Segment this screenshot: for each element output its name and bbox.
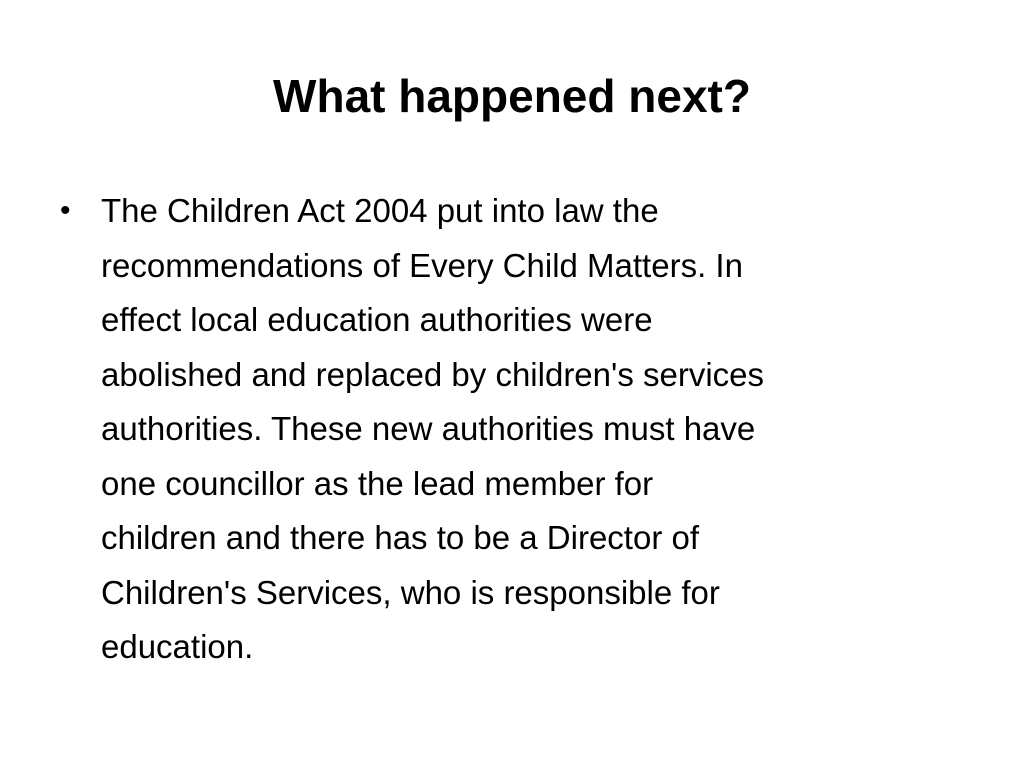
bullet-list <box>56 184 956 675</box>
bullet-text-line: children and there has to be a Director of <box>101 519 700 556</box>
bullet-text-line: abolished and replaced by children's services <box>101 355 765 393</box>
bullet-text-line: Children's Services, who is responsible for <box>101 573 720 611</box>
bullet-text-line: authorities. These new authorities must have <box>101 410 756 447</box>
bullet-text-line: effect local education authorities were <box>101 301 653 338</box>
bullet-text-line: The Children Act 2004 put into law the <box>101 192 659 229</box>
bullet-text-line: education. <box>101 628 254 665</box>
bullet-icon: • <box>60 194 71 227</box>
bullet-item <box>56 184 956 675</box>
bullet-text-line: recommendations of Every Child Matters. In <box>101 246 743 284</box>
slide-title: What happened next? <box>273 70 751 122</box>
bullet-text-line: one councillor as the lead member for <box>101 464 654 502</box>
